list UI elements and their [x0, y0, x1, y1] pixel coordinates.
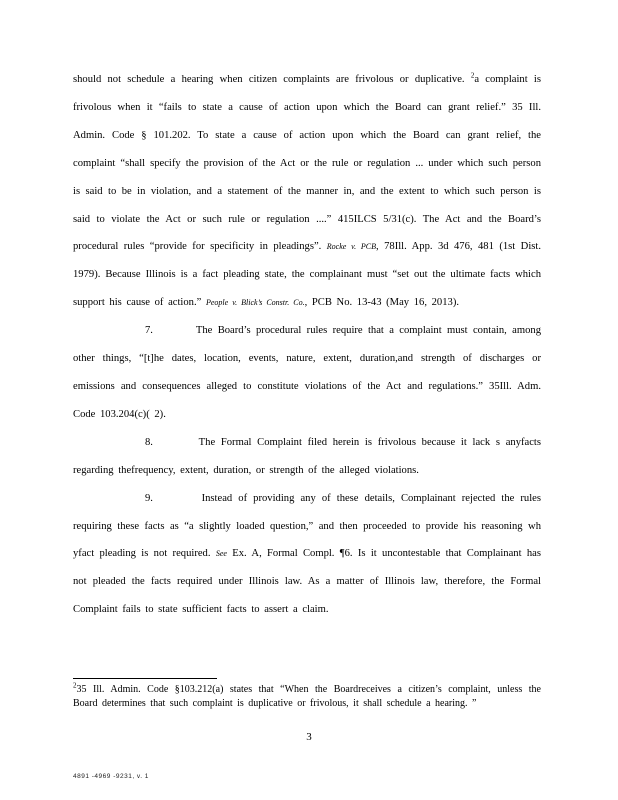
paragraph-7	[73, 317, 541, 429]
paragraph-number: 8.	[145, 436, 153, 448]
body-text	[73, 66, 541, 624]
footnote-reference: 2	[470, 71, 475, 80]
footnote-separator	[73, 678, 217, 679]
paragraph-8-text: The Formal Complaint filed herein is frivolous because it lack s anyfacts regarding thefrequency, extent, duration, or strength of the alleged violations.	[73, 436, 542, 476]
paragraph-9-text-a: Instead of providing any of these details, Complainant rejected the rules requiring these facts as “a slightly loaded question,” and then proceeded to provide his reasoning wh yfact pleading is not required.	[73, 492, 541, 560]
intro-text-a: should not schedule a hearing when citizen complaints are frivolous or duplicative.	[73, 74, 465, 85]
document-id: 4891 -4969 -9231, v. 1	[73, 773, 149, 780]
paragraph-intro	[73, 66, 541, 317]
case-citation-rocke: Rocke v. PCB	[326, 242, 376, 252]
paragraph-7-text: The Board’s procedural rules require that a complaint must contain, among other things, “[t]he dates, location, events, nature, extent, duration,and strength of discharges or emissions and consequences alleged to constitute violations of the Act and regulations.” 35Ill. Adm. Code 103.204(c)( 2).	[73, 325, 542, 420]
paragraph-number: 9.	[145, 492, 153, 504]
footnote-text: 35 Ill. Admin. Code §103.212(a) states that “When the Boardreceives a citizen’s complaint, unless the Board determines that such complaint is duplicative or frivolous, it shall schedule a hearing. ”	[73, 684, 541, 709]
paragraph-9	[73, 485, 541, 625]
paragraph-number: 7.	[145, 325, 153, 337]
paragraph-8	[73, 429, 541, 485]
footnote	[73, 683, 541, 711]
paragraph-9-text-b: Ex. A, Formal Compl. ¶6. Is it uncontestable that Complainant has not pleaded the facts required under Illinois law. As a matter of Illinois law, therefore, the Formal Complaint fails to state sufficient facts to assert a claim.	[73, 548, 541, 616]
case-citation-people: People v. Blick’s Constr. Co.	[205, 298, 305, 308]
intro-text-d: , PCB No. 13-43 (May 16, 2013).	[304, 297, 460, 309]
intro-text-c: , 78Ill. App. 3d 476, 481 (1st Dist. 1979). Because Illinois is a fact pleading state, the complainant must “set out the ultimate facts which support his cause of action.”	[73, 241, 541, 309]
intro-text-b: a complaint is frivolous when it “fails to state a cause of action upon which the Board can grant relief.” 35 Ill. Admin. Code § 101.202. To state a cause of action upon which the Board can grant relief, the complaint “shall specify the provision of the Act or the rule or regulation ... under which such person is said to be in violation, and a statement of the manner in, and the extent to which such person is said to violate the Act or such rule or regulation ....” 415ILCS 5/31(c). The Act and the Board’s procedural rules “provide for specificity in pleadings”.	[73, 74, 541, 253]
footnote-marker: 2	[73, 681, 77, 690]
page-number: 3	[306, 731, 312, 743]
see-signal: See	[215, 549, 227, 559]
